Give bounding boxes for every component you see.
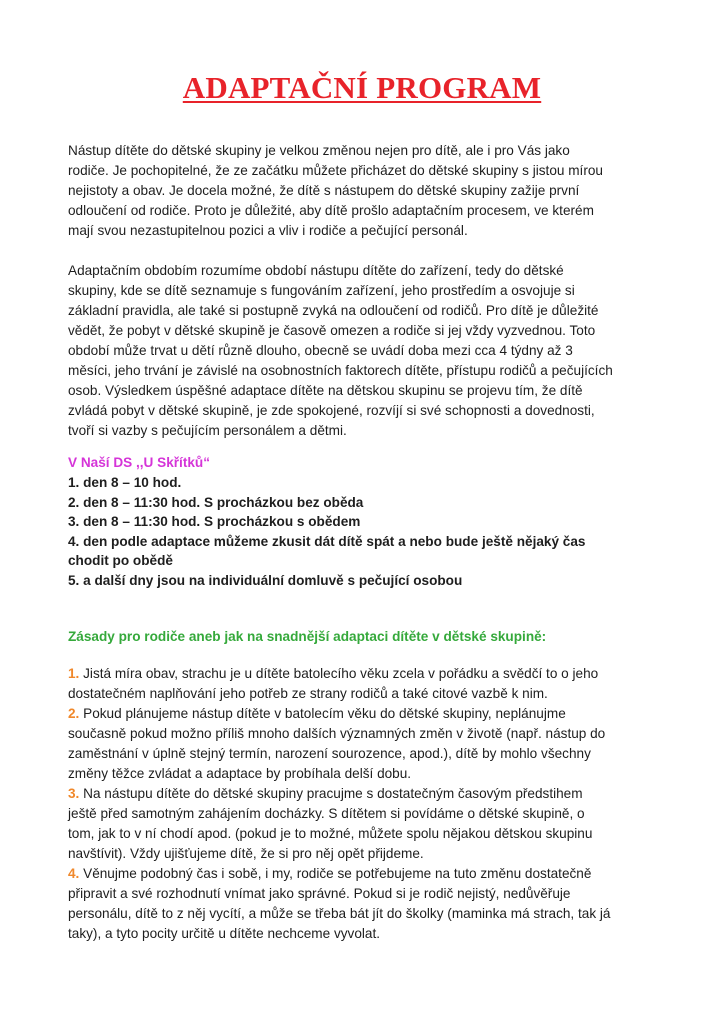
text-line: Jistá míra obav, strachu je u dítěte batolecího věku zcela v pořádku a svědčí to o jeho [83,666,599,681]
adaptation-paragraph [68,261,668,441]
text-line: navštívit). Vždy ujišťujeme dítě, že si pro něj opět přijdeme. [68,846,424,861]
schedule-item: 3. den 8 – 11:30 hod. S procházkou s obědem [68,514,361,529]
text-line: rodiče. Je pochopitelné, že ze začátku můžete přicházet do dětské skupiny s jistou mírou [68,163,603,178]
schedule-item: 1. den 8 – 10 hod. [68,475,182,490]
text-line: Adaptačním obdobím rozumíme období nástupu dítěte do zařízení, tedy do dětské [68,263,564,278]
principles-list [68,664,668,944]
principle-number: 1. [68,666,80,681]
principle-item [68,704,668,784]
principle-number: 3. [68,786,80,801]
principle-number: 4. [68,866,80,881]
schedule-item: 2. den 8 – 11:30 hod. S procházkou bez oběda [68,494,364,510]
intro-paragraph [68,141,668,241]
principle-item [68,784,668,864]
text-line: vědět, že pobyt v dětské skupině je časově omezen a rodiče si jej vždy vyzvednou. Toto [68,323,596,338]
text-line: Pokud plánujeme nástup dítěte v batolecím věku do dětské skupiny, neplánujme [83,706,566,721]
text-line: dostatečném naplňování jeho potřeb ze strany rodičů a také citové vazbě k nim. [68,686,548,701]
text-line: změny těžce zvládat a adaptace by probíhala delší dobu. [68,766,412,781]
principles-heading: Zásady pro rodiče aneb jak na snadnější adaptaci dítěte v dětské skupině: [68,629,547,644]
text-line: Věnujme podobný čas i sobě, i my, rodiče se potřebujeme na tuto změnu dostatečně [83,866,592,881]
document-title: ADAPTAČNÍ PROGRAM [182,70,542,105]
text-line: odloučení od rodiče. Proto je důležité, aby dítě prošlo adaptačním procesem, ve kterém [68,203,594,218]
schedule-item: 4. den podle adaptace můžeme zkusit dát dítě spát a nebo bude ještě nějaký čas [68,533,586,549]
text-line: Na nástupu dítěte do dětské skupiny pracujme s dostatečným časovým předstihem [83,786,583,801]
text-line: připravit a své rozhodnutí vnímat jako správné. Pokud si je rodič nejistý, nedůvěřuje [68,886,571,901]
text-line: skupiny, kde se dítě seznamuje s fungováním zařízení, jeho prostředím a osvojuje si [68,283,575,298]
text-line: ještě před samotným zahájením docházky. S dítětem si povídáme o dětské skupině, o [68,806,585,821]
schedule-list [68,473,668,590]
text-line: zvládá pobyt v dětské skupině, je zde spokojené, rozvíjí si své schopnosti a dovednosti, [68,403,595,418]
principle-item [68,864,668,944]
text-line: taky), a tyto pocity určitě u dítěte nechceme vyvolat. [68,926,381,941]
text-line: Nástup dítěte do dětské skupiny je velkou změnou nejen pro dítě, ale i pro Vás jako [68,143,570,158]
text-line: nejistoty a obav. Je docela možné, že dítě s nástupem do dětské skupiny zažije první [68,183,580,198]
ds-heading: V Naší DS ,,U Skřítků“ [68,455,211,470]
text-line: mají svou nezastupitelnou pozici a vliv i rodiče a pečující personál. [68,223,468,238]
text-line: tom, jak to v ní chodí apod. (pokud je to možné, můžete spolu nějakou dětskou skupinu [68,826,593,841]
text-line: personálu, dítě to z něj vycítí, a může se třeba bát jít do školky (maminka má strach, tak já [68,906,611,921]
text-line: zaměstnání v úplně stejný termín, narození sourozence, apod.), dítě by mohlo všechny [68,746,591,761]
text-line: tvoří si vazby s pečujícím personálem a dětmi. [68,423,347,438]
ds-schedule [68,453,668,590]
text-line: základní pravidla, ale také si postupně zvyká na odloučení od rodičů. Pro dítě je důležité [68,303,599,318]
principle-item [68,664,668,704]
schedule-item: chodit po obědě [68,553,173,568]
schedule-item: 5. a další dny jsou na individuální domluvě s pečující osobou [68,572,463,588]
text-line: současně pokud možno příliš mnoho dalších významných změn v životě (např. nástup do [68,726,606,741]
principle-number: 2. [68,706,80,721]
text-line: měsíci, jeho trvání je závislé na osobnostních faktorech dítěte, přístupu rodičů a pečujících [68,363,613,378]
text-line: osob. Výsledkem úspěšné adaptace dítěte na dětskou skupinu se projevu tím, že dítě [68,383,583,398]
text-line: období může trvat u dětí různě dlouho, obecně se uvádí doba mezi cca 4 týdny až 3 [68,343,573,358]
